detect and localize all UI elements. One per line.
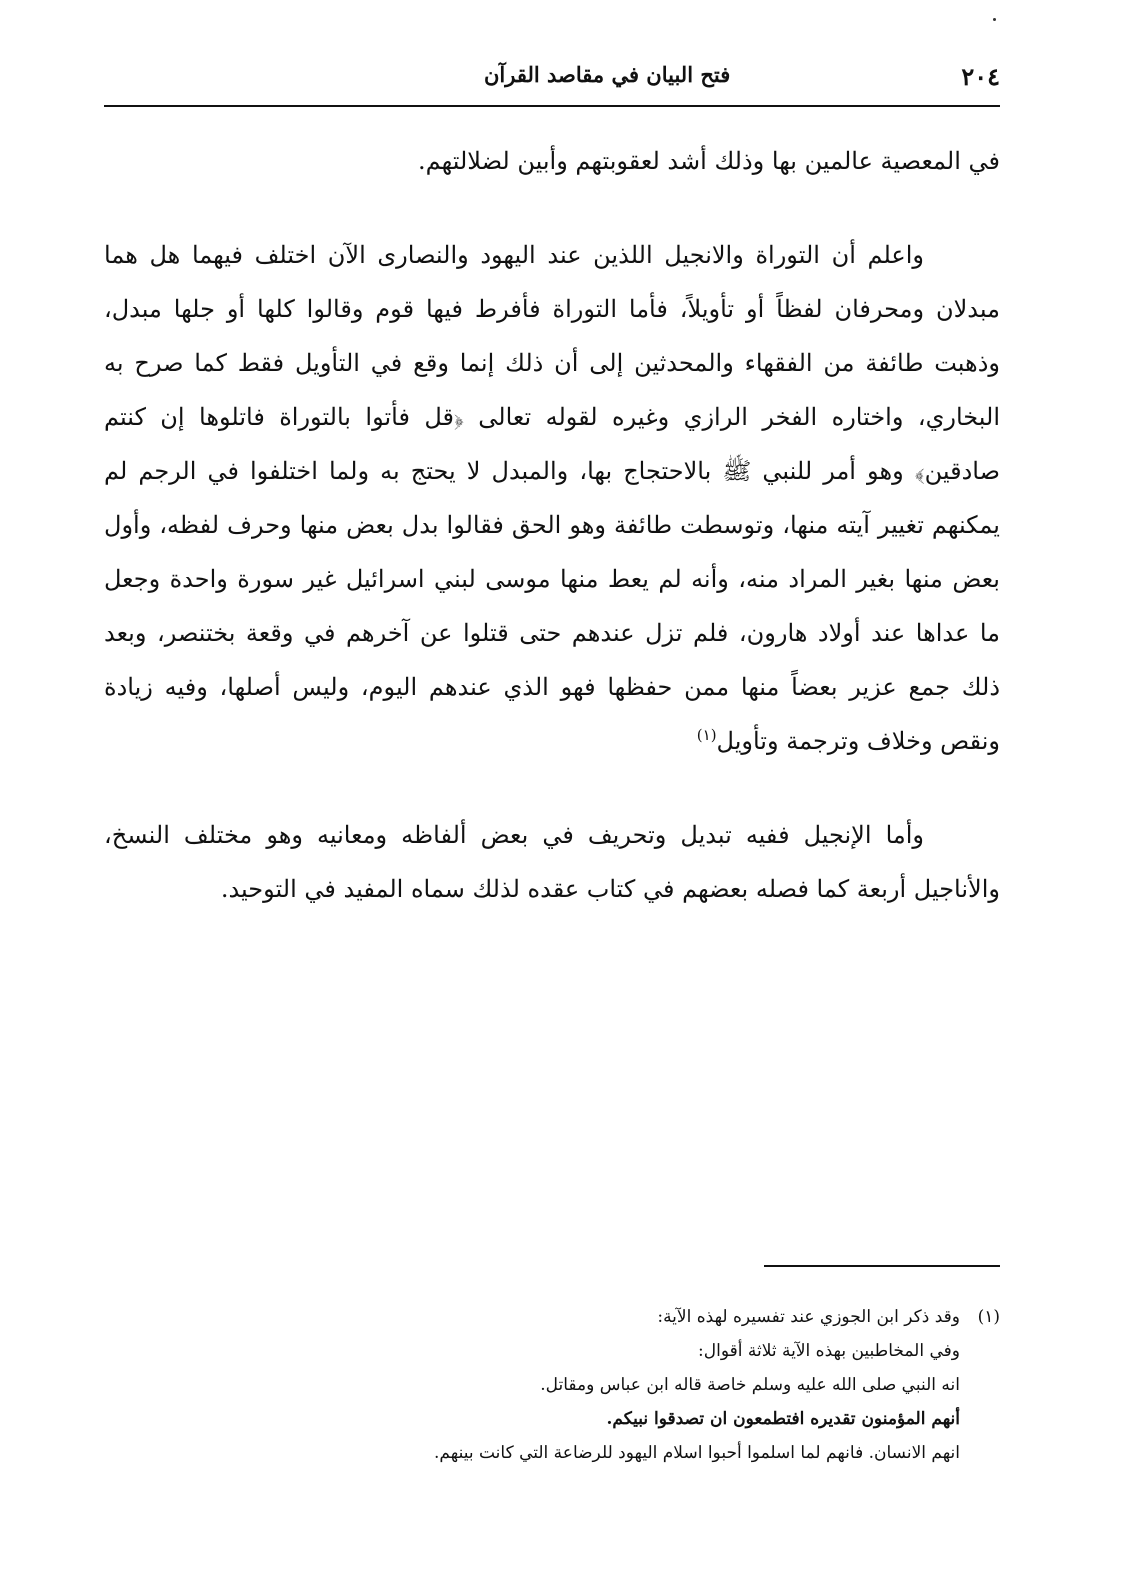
running-header xyxy=(104,58,1000,102)
footnote-text-1: وقد ذكر ابن الجوزي عند تفسيره لهذه الآية: xyxy=(657,1307,960,1327)
paragraph-2-text: واعلم أن التوراة والانجيل اللذين عند اليهود والنصارى الآن اختلف فيهما هل هما مبدلان ومحرفان لفظاً أو تأويلاً، فأما التوراة فأفرط فيها قوم وقالوا كلها أو جلها مبدل، وذهبت طائفة من الفقهاء والمحدثين إلى أن ذلك إنما وقع في التأويل فقط كما صرح به البخاري، واختاره الفخر الرازي وغيره لقوله تعالى ﴿قل فأتوا بالتوراة فاتلوها إن كنتم صادقين﴾ وهو أمر للنبي ﷺ بالاحتجاج بها، والمبدل لا يحتج به ولما اختلفوا في الرجم لم يمكنهم تغيير آيته منها، وتوسطت طائفة وهو الحق فقالوا بدل بعض منها وحرف لفظه، وأول بعض منها بغير المراد منه، وأنه لم يعط منها موسى لبني اسرائيل غير سورة واحدة وجعل ما عداها عند أولاد هارون، فلم تزل عندهم حتى قتلوا عن آخرهم في وقعة بختنصر، وبعد ذلك جمع عزير بعضاً منها ممن حفظها فهو الذي عندهم اليوم، وليس أصلها، وفيه زيادة ونقص وخلاف وترجمة وتأويل xyxy=(104,241,1000,755)
paragraph-1 xyxy=(104,134,1000,188)
footnote-number: (١) xyxy=(977,1307,1000,1327)
footnote-text-4: أنهم المؤمنون تقديره افتطمعون ان تصدقوا نبيكم. xyxy=(606,1409,960,1429)
footnote-text-3: انه النبي صلى الله عليه وسلم خاصة قاله ابن عباس ومقاتل. xyxy=(540,1375,960,1395)
footnote-reference[interactable]: (١) xyxy=(696,726,717,744)
main-text xyxy=(104,134,1000,916)
page-number: ٢٠٤ xyxy=(961,62,1000,91)
header-rule xyxy=(104,105,1000,107)
footnote-text-5: انهم الانسان. فانهم لما اسلموا أحبوا اسلام اليهود للرضاعة التي كانت بينهم. xyxy=(434,1443,960,1463)
paragraph-3 xyxy=(104,808,1000,916)
footnote-line-1 xyxy=(230,1300,1000,1334)
book-title: فتح البيان في مقاصد القرآن xyxy=(484,62,731,87)
page-speck xyxy=(993,18,996,21)
paragraph-2 xyxy=(104,228,1000,768)
footnote-line-5 xyxy=(230,1436,1000,1470)
footnote-separator xyxy=(764,1265,1000,1267)
footnote-line-3 xyxy=(230,1368,1000,1402)
footnotes xyxy=(230,1300,1000,1470)
paragraph-3-text: وأما الإنجيل ففيه تبديل وتحريف في بعض ألفاظه ومعانيه وهو مختلف النسخ، والأناجيل أربعة كما فصله بعضهم في كتاب عقده لذلك سماه المفيد في التوحيد. xyxy=(104,821,1000,903)
paragraph-1-text: في المعصية عالمين بها وذلك أشد لعقوبتهم وأبين لضلالتهم. xyxy=(418,147,1000,175)
footnote-line-2 xyxy=(230,1334,1000,1368)
footnote-text-2: وفي المخاطبين بهذه الآية ثلاثة أقوال: xyxy=(698,1341,960,1361)
footnote-line-4 xyxy=(230,1402,1000,1436)
